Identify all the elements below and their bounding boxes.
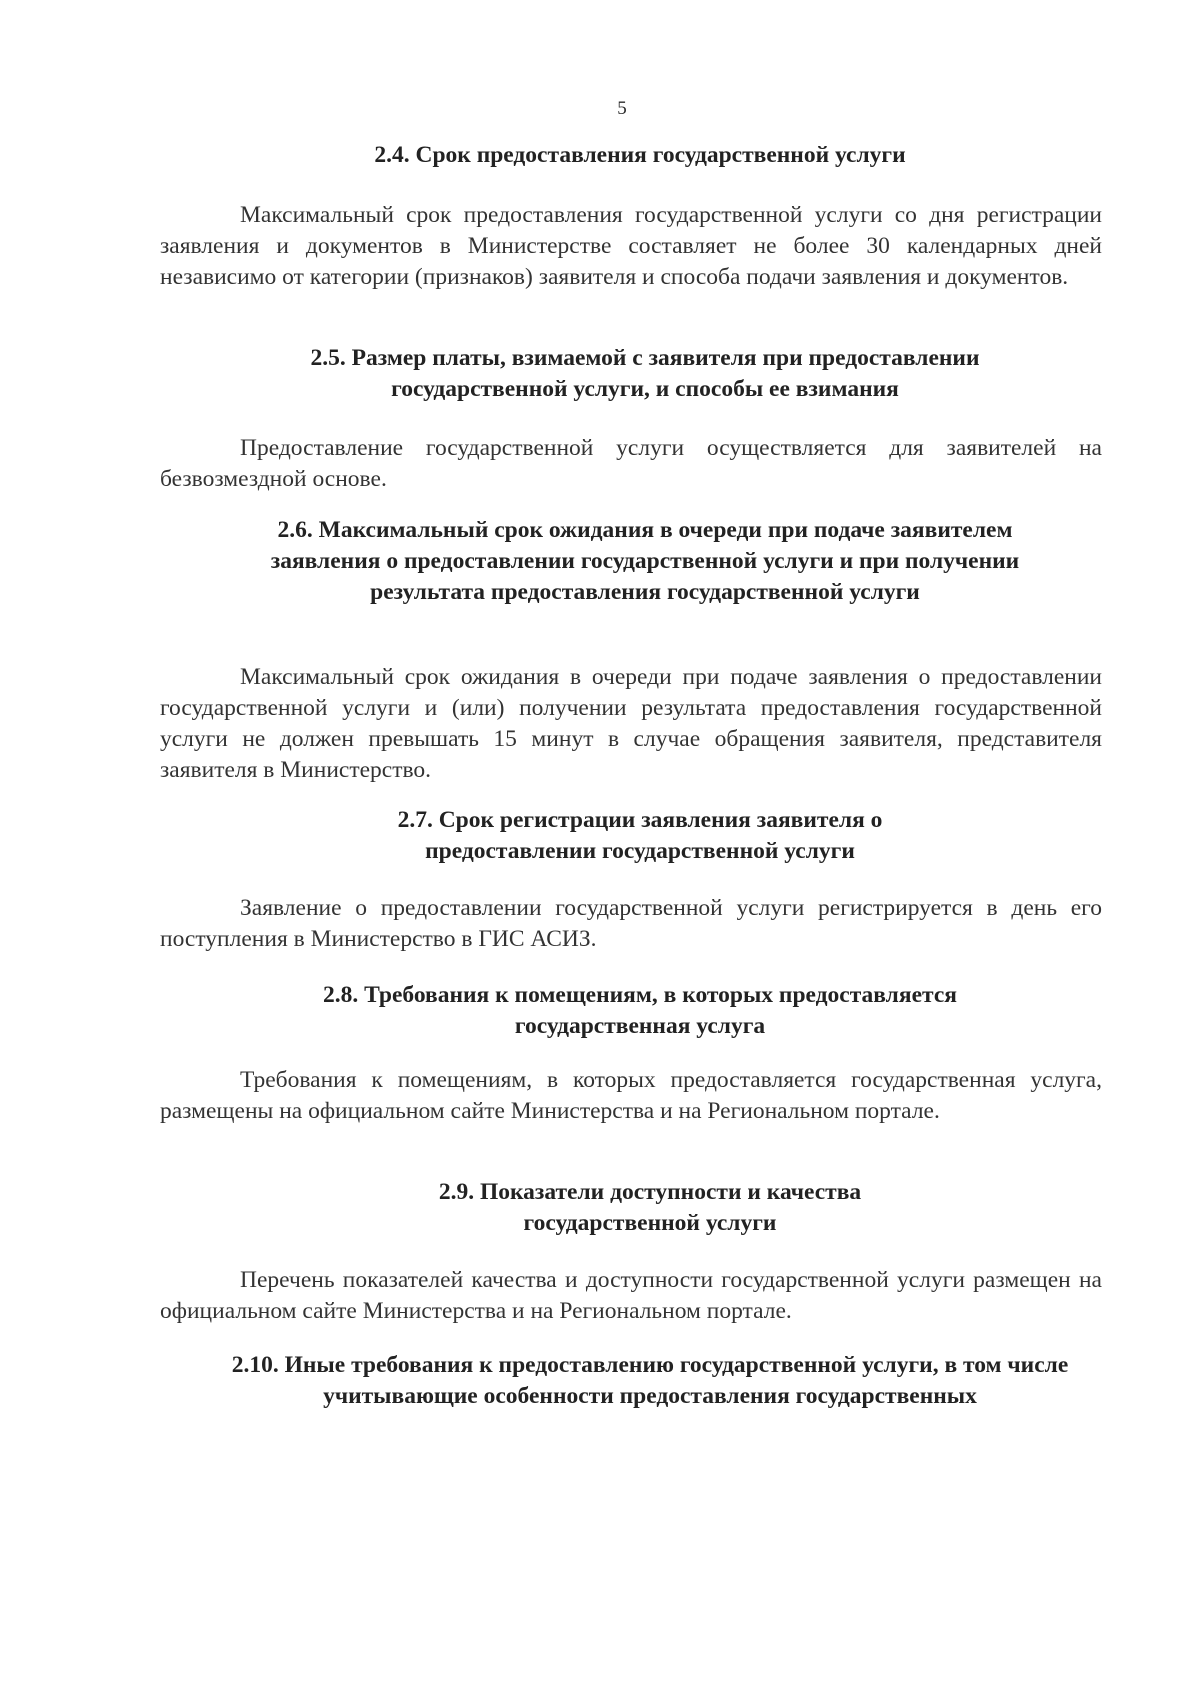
section-heading-2-4: 2.4. Срок предоставления государственной услуги (374, 142, 906, 168)
section-text-2-4: Максимальный срок предоставления государственной услуги со дня регистрации заявления и документов в Министерстве составляет не более 30 календарных дней независимо от категории (признаков) заявителя и способа подачи заявления и документов. (160, 202, 1102, 290)
section-heading-2-10: 2.10. Иные требования к предоставлению государственной услуги, в том числе учитывающие особенности предоставления государственных (231, 1352, 1069, 1409)
section-text-2-7: Заявление о предоставлении государственной услуги регистрируется в день его поступления в Министерство в ГИС АСИЗ. (160, 895, 1102, 952)
section-text-2-5: Предоставление государственной услуги осуществляется для заявителей на безвозмездной основе. (160, 435, 1102, 492)
section-text-2-6: Максимальный срок ожидания в очереди при подаче заявления о предоставлении государственной услуги и (или) получении результата предоставления государственной услуги не должен превышать 15 минут в случае обращения заявителя, представителя заявителя в Министерство. (160, 664, 1102, 783)
section-heading-2-5: 2.5. Размер платы, взимаемой с заявителя при предоставлении государственной услуги, и способы ее взимания (310, 345, 980, 402)
section-text-2-8: Требования к помещениям, в которых предоставляется государственная услуга, размещены на официальном сайте Министерства и на Региональном портале. (160, 1067, 1102, 1124)
section-text-2-9: Перечень показателей качества и доступности государственной услуги размещен на официальном сайте Министерства и на Региональном портале. (160, 1267, 1102, 1324)
section-heading-2-8: 2.8. Требования к помещениям, в которых предоставляется государственная услуга (323, 982, 957, 1039)
section-heading-2-6: 2.6. Максимальный срок ожидания в очереди при подаче заявителем заявления о предоставлении государственной услуги и при получении результата предоставления государственной услуги (270, 517, 1020, 605)
section-heading-2-7: 2.7. Срок регистрации заявления заявителя о предоставлении государственной услуги (397, 807, 883, 864)
section-heading-2-9: 2.9. Показатели доступности и качества государственной услуги (438, 1179, 862, 1236)
page-number: 5 (617, 98, 627, 119)
